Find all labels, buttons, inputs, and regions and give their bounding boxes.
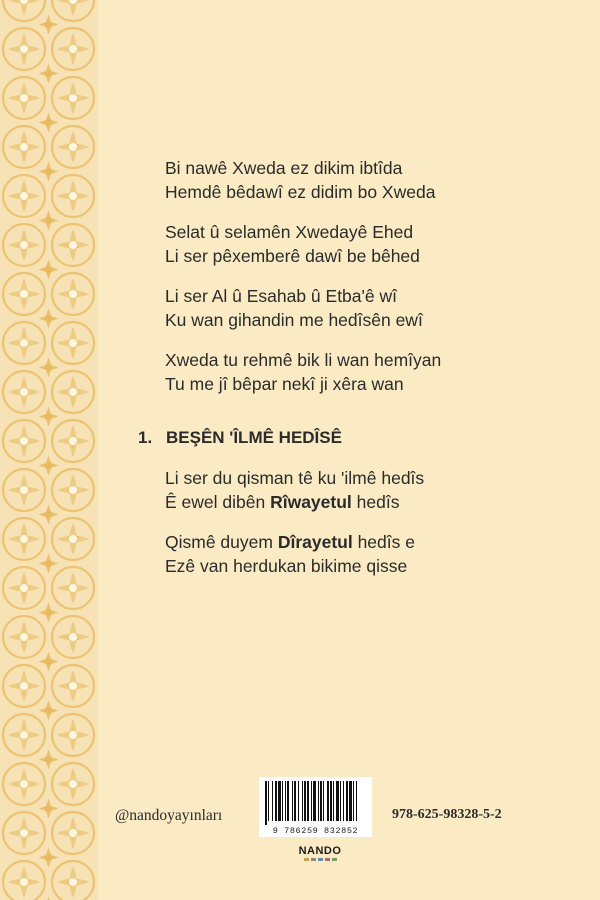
verse-line: Li ser pêxemberê dawî be bêhed: [165, 246, 420, 266]
logo-color-dots: [297, 858, 343, 861]
barcode-bar: [298, 781, 299, 821]
barcode-digits: 9 786259 832852: [272, 826, 359, 836]
barcode: [259, 777, 372, 837]
section-heading: [138, 428, 342, 448]
barcode-bar: [356, 781, 357, 821]
verse-line: Tu me jî bêpar nekî ji xêra wan: [165, 374, 404, 394]
barcode-bar: [327, 781, 329, 821]
barcode-bar: [278, 781, 281, 821]
barcode-bar: [343, 781, 344, 821]
barcode-bar: [320, 781, 322, 821]
barcode-bar: [311, 781, 312, 821]
bold-term: Rîwayetul: [270, 492, 352, 512]
barcode-bar: [313, 781, 316, 821]
verse-line: Li ser Al û Esahab û Etba'ê wî: [165, 286, 397, 306]
barcode-bar: [307, 781, 309, 821]
stanza-4: [165, 348, 441, 396]
barcode-bar: [349, 781, 352, 821]
barcode-bar: [340, 781, 341, 821]
barcode-bar: [275, 781, 277, 821]
verse-line: Selat û selamên Xwedayê Ehed: [165, 222, 414, 242]
barcode-bar: [346, 781, 348, 821]
verse-line: Bi nawê Xweda ez dikim ibtîda: [165, 158, 403, 178]
logo-dot: [332, 858, 337, 861]
publisher-handle: @nandoyayınları: [115, 807, 223, 824]
verse-text: Ê ewel dibên: [165, 492, 271, 512]
barcode-bars: [259, 777, 372, 825]
bold-term: Dîrayetul: [277, 532, 353, 552]
stanza-2: [165, 220, 420, 268]
barcode-bar: [302, 781, 303, 821]
stanza-1: [165, 156, 435, 204]
section-title: BEŞÊN 'ÎLMÊ HEDÎSÊ: [166, 428, 342, 447]
verse-line: [165, 530, 415, 554]
barcode-bar: [323, 781, 324, 821]
isbn-number: 978-625-98328-5-2: [392, 807, 502, 822]
publisher-logo: [297, 845, 343, 861]
logo-dot: [325, 858, 330, 861]
barcode-bar: [304, 781, 306, 821]
section-number: 1.: [138, 428, 153, 447]
logo-text: NANDO: [298, 845, 342, 857]
stanza-5: [165, 466, 424, 514]
stanza-6: [165, 530, 415, 578]
barcode-bar: [333, 781, 334, 821]
verse-line: Ku wan gihandin me hedîsên ewî: [165, 310, 423, 330]
barcode-bar: [318, 781, 319, 821]
barcode-bar: [353, 781, 354, 821]
verse-line: Li ser du qisman tê ku 'ilmê hedîs: [165, 468, 425, 488]
barcode-bar: [287, 781, 289, 821]
logo-dot: [318, 858, 323, 861]
verse-text: Qismê duyem: [165, 532, 278, 552]
barcode-bar: [292, 781, 293, 821]
barcode-bar: [285, 781, 286, 821]
verse-text: hedîs e: [352, 532, 415, 552]
barcode-bar: [282, 781, 283, 821]
verse-line: Hemdê bêdawî ez didim bo Xweda: [165, 182, 436, 202]
barcode-bar: [336, 781, 339, 821]
verse-line: [165, 490, 424, 514]
verse-text: hedîs: [351, 492, 400, 512]
verse-line: Xweda tu rehmê bik li wan hemîyan: [165, 350, 442, 370]
barcode-bar: [265, 781, 267, 825]
barcode-bar: [268, 781, 269, 821]
stanza-3: [165, 284, 423, 332]
barcode-bar: [294, 781, 296, 821]
logo-dot: [311, 858, 316, 861]
barcode-bar: [330, 781, 332, 821]
verse-line: Ezê van herdukan bikime qisse: [165, 556, 408, 576]
barcode-bar: [272, 781, 273, 821]
logo-dot: [304, 858, 309, 861]
